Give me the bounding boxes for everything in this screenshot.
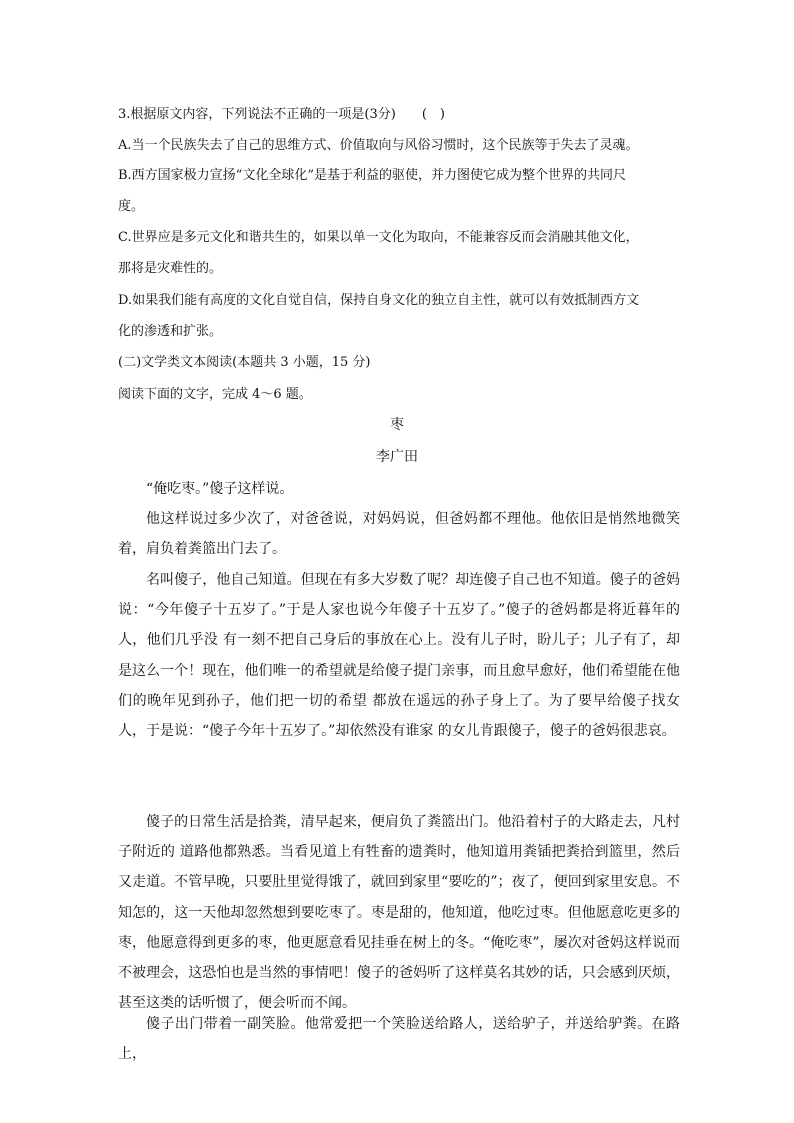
question-3-stem: 3.根据原文内容，下列说法不正确的一项是(3分) ( ) — [118, 107, 445, 122]
option-b-line-1: B.西方国家极力宣扬“文化全球化”是基于利益的驱使，并力图使它成为整个世界的共同尺 — [118, 168, 626, 183]
option-c-line-1: C.世界应是多元文化和谐共生的，如果以单一文化为取向，不能兼容反而会消融其他文化， — [118, 230, 639, 245]
option-c-line-2: 那将是灾难性的。 — [118, 261, 223, 276]
option-a: A.当一个民族失去了自己的思维方式、价值取向与风俗习惯时，这个民族等于失去了灵魂。 — [118, 138, 639, 153]
story-paragraph-2: 他这样说过多少次了，对爸爸说，对妈妈说，但爸妈都不理他。他依旧是悄然地微笑着，肩负着粪篮出门去了。 — [118, 511, 680, 558]
option-d-line-1: D.如果我们能有高度的文化自觉自信，保持自身文化的独立自主性，就可以有效抵制西方文 — [118, 293, 640, 308]
section-instruction: 阅读下面的文字，完成 4～6 题。 — [118, 387, 312, 402]
story-author: 李广田 — [376, 449, 418, 465]
story-title: 枣 — [390, 417, 404, 433]
section-heading: (二)文学类文本阅读(本题共 3 小题，15 分) — [118, 355, 371, 370]
option-b-line-2: 度。 — [118, 199, 145, 214]
story-paragraph-5: 傻子出门带着一副笑脸。他常爱把一个笑脸送给路人，送给驴子，并送给驴粪。在路上， — [118, 1016, 680, 1063]
story-paragraph-3: 名叫傻子，他自己知道。但现在有多大岁数了呢？却连傻子自己也不知道。傻子的爸妈说：“今年傻子十五岁了。”于是人家也说今年傻子十五岁了。”傻子的爸妈都是将近暮年的人，他们几乎没 有一刻不把自己身后的事放在心上。没有儿子时，盼儿子；儿子有了，却是这么一个！现在，他们唯一的希望就是给傻子提门亲事，而且愈早愈好，他们希望能在他们的晚年见到孙子，他们把一切的希望 都放在遥远的孙子身上了。为了要早给傻子找女人，于是说：“傻子今年十五岁了。”却依然没有谁家 的女儿肯跟傻子，傻子的爸妈很悲哀。 — [118, 572, 680, 740]
story-paragraph-1: “俺吃枣。”傻子这样说。 — [146, 481, 294, 497]
option-d-line-2: 化的渗透和扩张。 — [118, 324, 223, 339]
story-paragraph-4: 傻子的日常生活是拾粪，清早起来，便肩负了粪篮出门。他沿着村子的大路走去，凡村子附近的 道路他都熟悉。当看见道上有牲畜的遗粪时，他知道用粪锸把粪拾到篮里，然后又走道。不管早晚，只要肚里觉得饿了，就回到家里“要吃的”；夜了，便回到家里安息。不知怎的，这一天他却忽然想到要吃枣了。枣是甜的，他知道，他吃过枣。但他愿意吃更多的枣，他愿意得到更多的枣，他更愿意看见挂垂在树上的冬。“俺吃枣”，屡次对爸妈这样说而不被理会，这恐怕也是当然的事情吧！傻子的爸妈听了这样莫名其妙的话，只会感到厌烦，甚至这类的话听惯了，便会听而不闻。 — [118, 814, 680, 1012]
